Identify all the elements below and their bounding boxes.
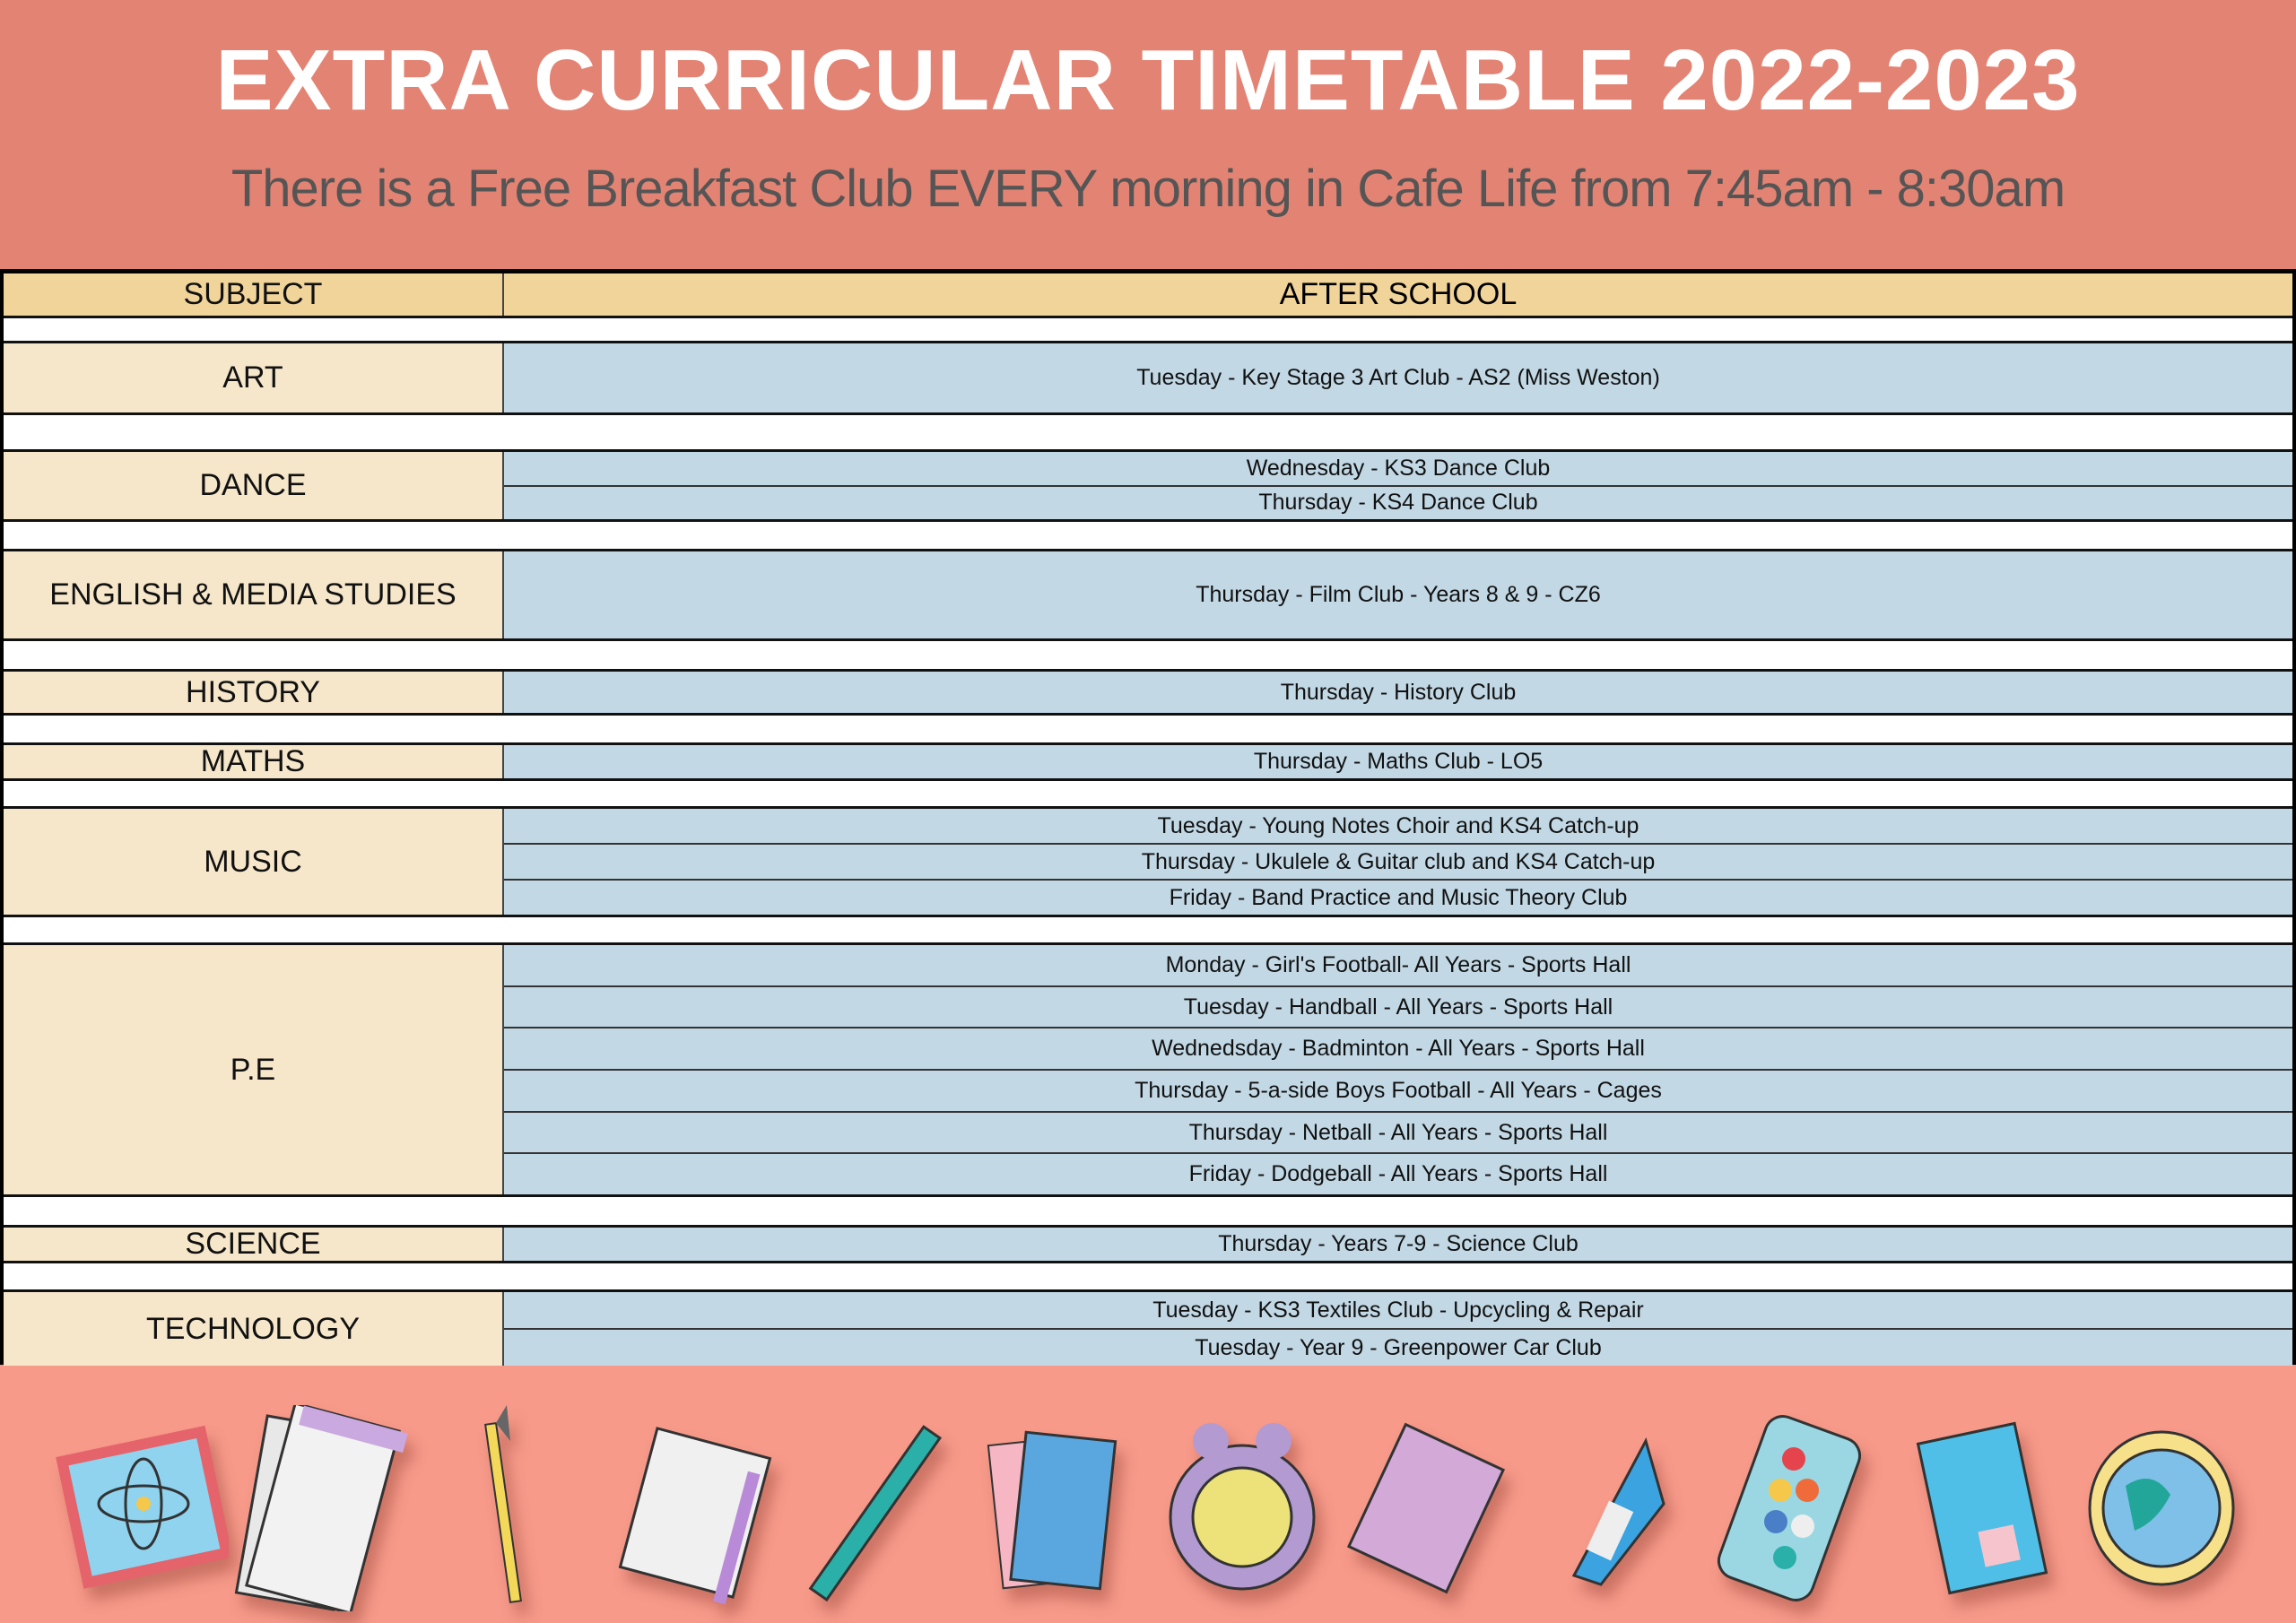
subject-cell: DANCE <box>4 452 504 519</box>
paintbrush-icon <box>417 1405 596 1616</box>
activity-item: Thursday - Years 7-9 - Science Club <box>504 1228 2292 1261</box>
column-header-after-school: AFTER SCHOOL <box>504 273 2292 316</box>
activity-item: Tuesday - Year 9 - Greenpower Car Club <box>504 1330 2292 1366</box>
activity-item: Tuesday - Handball - All Years - Sports Hall <box>504 987 2292 1029</box>
paper-note-icon <box>601 1405 780 1616</box>
activity-item: Friday - Dodgeball - All Years - Sports Hall <box>504 1154 2292 1194</box>
activities-cell <box>504 551 2292 638</box>
spacer-row <box>4 522 2292 551</box>
spacer-row <box>4 415 2292 452</box>
activity-item: Tuesday - Young Notes Choir and KS4 Catch-up <box>504 809 2292 845</box>
documents-icon <box>969 1405 1148 1616</box>
table-row <box>4 672 2292 716</box>
subject-cell: MUSIC <box>4 809 504 915</box>
notepad-icon <box>233 1405 413 1616</box>
spacer-row <box>4 318 2292 343</box>
activities-cell <box>504 343 2292 412</box>
spacer-row <box>4 781 2292 809</box>
table-header-row <box>4 273 2292 318</box>
table-row <box>4 551 2292 641</box>
spacer-row <box>4 1197 2292 1228</box>
notebook-icon <box>1888 1405 2067 1616</box>
activity-item: Thursday - Netball - All Years - Sports Hall <box>504 1113 2292 1155</box>
activities-cell <box>504 452 2292 519</box>
globe-icon <box>2072 1405 2251 1616</box>
activities-cell <box>504 745 2292 778</box>
activity-item: Monday - Girl's Football- All Years - Sports Hall <box>504 945 2292 987</box>
spacer-row <box>4 716 2292 745</box>
paint-palette-icon <box>1704 1405 1883 1616</box>
activities-cell <box>504 1228 2292 1261</box>
subject-cell: SCIENCE <box>4 1228 504 1261</box>
table-row <box>4 745 2292 781</box>
page-subtitle: There is a Free Breakfast Club EVERY morning in Cafe Life from 7:45am - 8:30am <box>230 160 2066 218</box>
column-header-subject: SUBJECT <box>4 273 504 316</box>
table-row <box>4 452 2292 522</box>
activities-cell <box>504 945 2292 1194</box>
page-header <box>0 0 2296 269</box>
table-row <box>4 945 2292 1197</box>
table-row <box>4 343 2292 415</box>
activity-item: Thursday - Film Club - Years 8 & 9 - CZ6 <box>504 551 2292 638</box>
activities-cell <box>504 1292 2292 1366</box>
page-title: EXTRA CURRICULAR TIMETABLE 2022-2023 <box>215 32 2081 128</box>
activity-item: Thursday - History Club <box>504 672 2292 713</box>
activity-item: Thursday - Maths Club - LO5 <box>504 745 2292 778</box>
subject-cell: ENGLISH & MEDIA STUDIES <box>4 551 504 638</box>
illustration-strip <box>0 1365 2296 1623</box>
subject-cell: P.E <box>4 945 504 1194</box>
table-row <box>4 1292 2292 1366</box>
table-row <box>4 809 2292 917</box>
activity-item: Thursday - Ukulele & Guitar club and KS4 Catch-up <box>504 845 2292 881</box>
activity-item: Wednedsday - Badminton - All Years - Sports Hall <box>504 1028 2292 1071</box>
science-board-icon <box>49 1405 229 1616</box>
subject-cell: ART <box>4 343 504 412</box>
activity-item: Wednesday - KS3 Dance Club <box>504 452 2292 487</box>
activities-cell <box>504 672 2292 713</box>
subject-cell: MATHS <box>4 745 504 778</box>
activities-cell <box>504 809 2292 915</box>
spacer-row <box>4 917 2292 945</box>
subject-cell: HISTORY <box>4 672 504 713</box>
activity-item: Thursday - KS4 Dance Club <box>504 487 2292 520</box>
sharpener-icon <box>1520 1405 1700 1616</box>
pen-icon <box>785 1405 964 1616</box>
alarm-clock-icon <box>1152 1405 1332 1616</box>
spacer-row <box>4 1263 2292 1292</box>
activity-item: Thursday - 5-a-side Boys Football - All Years - Cages <box>504 1071 2292 1113</box>
timetable <box>0 269 2296 1365</box>
activity-item: Friday - Band Practice and Music Theory Club <box>504 881 2292 915</box>
spacer-row <box>4 641 2292 672</box>
subject-cell: TECHNOLOGY <box>4 1292 504 1366</box>
table-row <box>4 1228 2292 1263</box>
activity-item: Tuesday - Key Stage 3 Art Club - AS2 (Miss Weston) <box>504 343 2292 412</box>
planner-icon <box>1336 1405 1516 1616</box>
activity-item: Tuesday - KS3 Textiles Club - Upcycling & Repair <box>504 1292 2292 1330</box>
